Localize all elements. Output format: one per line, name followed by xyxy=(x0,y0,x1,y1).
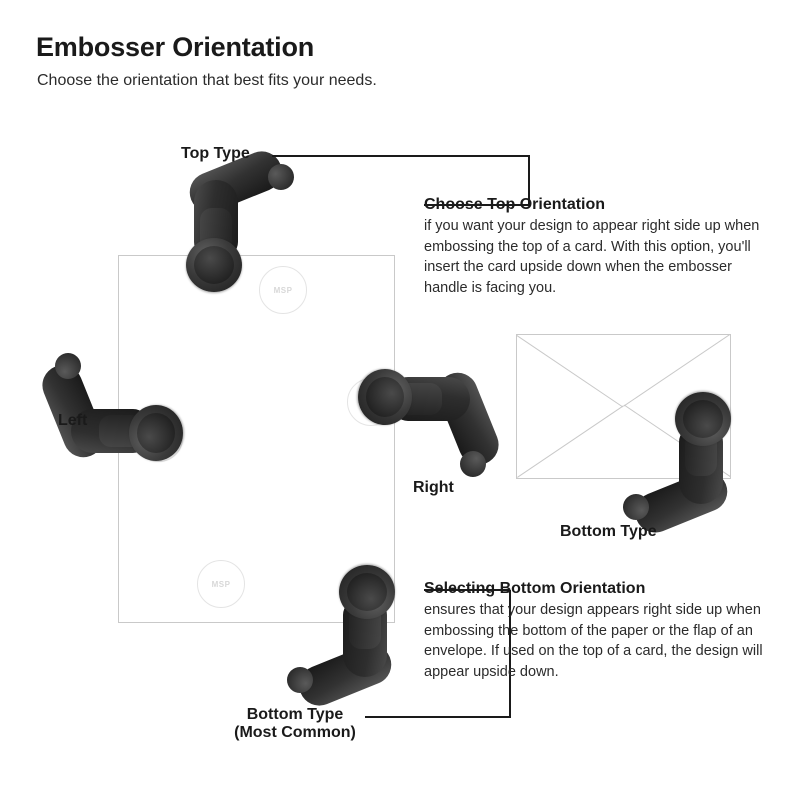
embosser-base-inner xyxy=(683,400,723,438)
label-bottom-type-card-line1: Bottom Type xyxy=(246,706,344,723)
embosser-top-type xyxy=(186,180,336,292)
watermark-text: MSP xyxy=(273,285,293,295)
embosser-left xyxy=(71,311,183,461)
embosser-base-inner xyxy=(347,573,387,611)
embosser-base-inner xyxy=(194,246,234,284)
callout-top-title: Choose Top Orientation xyxy=(424,196,606,213)
callout-bottom-title: Selecting Bottom Orientation xyxy=(424,580,646,597)
callout-top-body: if you want your design to appear right side up when embossing the top of a card. With this option, you'll insert the card upside down when the embosser handle is facing you. xyxy=(424,218,760,296)
label-left: Left xyxy=(58,412,88,429)
label-right: Right xyxy=(413,479,454,496)
label-bottom-type-envelope: Bottom Type xyxy=(560,523,657,540)
callout-top-orientation xyxy=(424,196,774,298)
embosser-bottom-type-card xyxy=(245,565,395,677)
embosser-base-inner xyxy=(137,413,175,453)
callout-bottom-orientation xyxy=(424,580,774,682)
embosser-bottom-type-envelope xyxy=(581,392,731,504)
label-bottom-type-card-line2: (Most Common) xyxy=(234,724,356,741)
leader-line-top-horizontal xyxy=(272,155,530,157)
embosser-base-inner xyxy=(366,377,404,417)
watermark-seal xyxy=(197,560,245,608)
page-subtitle: Choose the orientation that best fits your needs. xyxy=(37,72,377,89)
label-top-type: Top Type xyxy=(181,145,250,162)
page-title: Embosser Orientation xyxy=(36,32,315,62)
label-bottom-type-card xyxy=(222,706,368,742)
callout-bottom-body: ensures that your design appears right side up when embossing the bottom of the paper or the flap of an envelope. If used on the top of a card, the design will appear upside down. xyxy=(424,602,763,680)
watermark-text: MSP xyxy=(211,579,231,589)
leader-line-bottom-horizontal xyxy=(365,716,511,718)
